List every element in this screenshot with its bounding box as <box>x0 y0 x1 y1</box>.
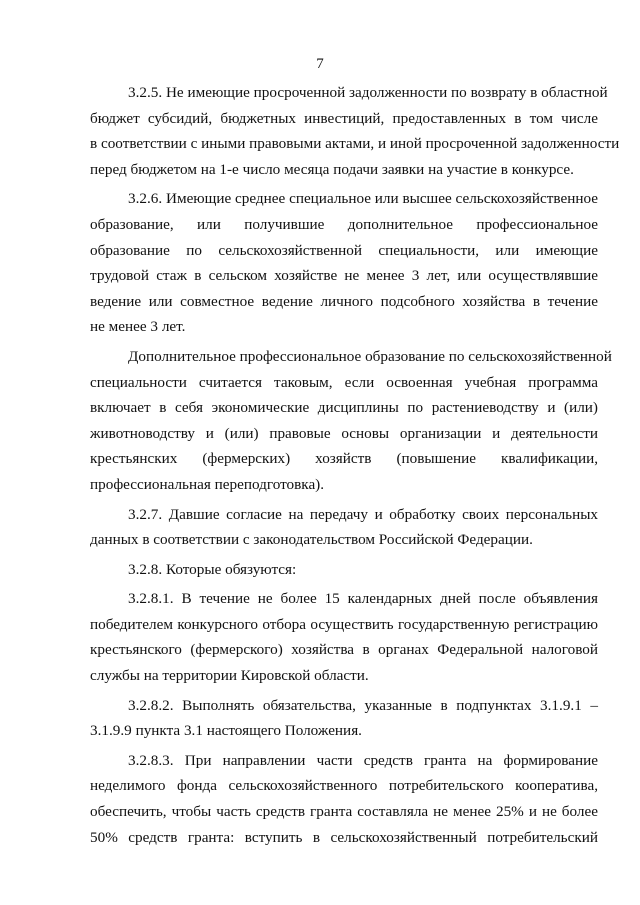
text-line: бюджет субсидий, бюджетных инвестиций, предоставленных в том числе <box>90 109 598 127</box>
text-line: данных в соответствии с законодательством Российской Федерации. <box>90 531 533 549</box>
text-line: службы на территории Кировской области. <box>90 667 369 685</box>
text-line: профессиональная переподготовка). <box>90 475 325 493</box>
text-line: 3.2.8.3. При направлении части средств гранта на формирование <box>128 751 598 769</box>
text-line: 3.2.7. Давшие согласие на передачу и обработку своих персональных <box>128 505 598 523</box>
paragraph-additional-education <box>90 344 612 498</box>
paragraph-3-2-8-1 <box>90 586 598 688</box>
text-line: победителем конкурсного отбора осуществить государственную регистрацию <box>90 615 598 633</box>
paragraph-3-2-8-3 <box>90 748 598 850</box>
text-line: крестьянского (фермерского) хозяйства в органах Федеральной налоговой <box>90 641 598 659</box>
paragraph-3-2-8-2 <box>90 693 598 744</box>
paragraph-3-2-7 <box>90 502 598 553</box>
text-line: трудовой стаж в сельском хозяйстве не менее 3 лет, или осуществлявшие <box>90 267 598 285</box>
text-line: 3.2.8.1. В течение не более 15 календарных дней после объявления <box>128 590 598 608</box>
paragraph-3-2-5 <box>90 80 620 182</box>
text-line: 3.2.6. Имеющие среднее специальное или высшее сельскохозяйственное <box>128 190 598 208</box>
document-body <box>90 80 620 850</box>
text-line: Дополнительное профессиональное образование по сельскохозяйственной <box>128 347 612 365</box>
text-line: ведение или совместное ведение личного подсобного хозяйства в течение <box>90 292 598 310</box>
text-line: включает в себя экономические дисциплины по растениеводству и (или) <box>90 399 598 417</box>
text-line: неделимого фонда сельскохозяйственного потребительского кооператива, <box>90 777 598 795</box>
paragraph-3-2-6 <box>90 186 598 340</box>
text-line: обеспечить, чтобы часть средств гранта составляла не менее 25% и не более <box>90 803 598 821</box>
text-line: 3.2.8.2. Выполнять обязательства, указанные в подпунктах 3.1.9.1 – <box>128 696 598 714</box>
text-line: 50% средств гранта: вступить в сельскохозяйственный потребительский <box>90 828 598 846</box>
text-line: животноводству и (или) правовые основы организации и деятельности <box>90 424 598 442</box>
text-line: специальности считается таковым, если освоенная учебная программа <box>90 373 598 391</box>
text-line: образование, или получившие дополнительное профессиональное <box>90 215 598 233</box>
text-line: 3.2.8. Которые обязуются: <box>128 560 297 578</box>
text-line: 3.1.9.9 пункта 3.1 настоящего Положения. <box>90 722 362 740</box>
text-line: перед бюджетом на 1-е число месяца подачи заявки на участие в конкурсе. <box>90 160 574 178</box>
paragraph-3-2-8 <box>90 557 598 583</box>
text-line: не менее 3 лет. <box>90 318 186 336</box>
page-number: 7 <box>316 56 324 72</box>
text-line: в соответствии с иными правовыми актами, и иной просроченной задолженности <box>90 135 620 153</box>
text-line: 3.2.5. Не имеющие просроченной задолженности по возврату в областной <box>128 84 608 101</box>
text-line: образование по сельскохозяйственной специальности, или имеющие <box>90 241 598 259</box>
text-line: крестьянских (фермерских) хозяйств (повышение квалификации, <box>90 450 598 468</box>
